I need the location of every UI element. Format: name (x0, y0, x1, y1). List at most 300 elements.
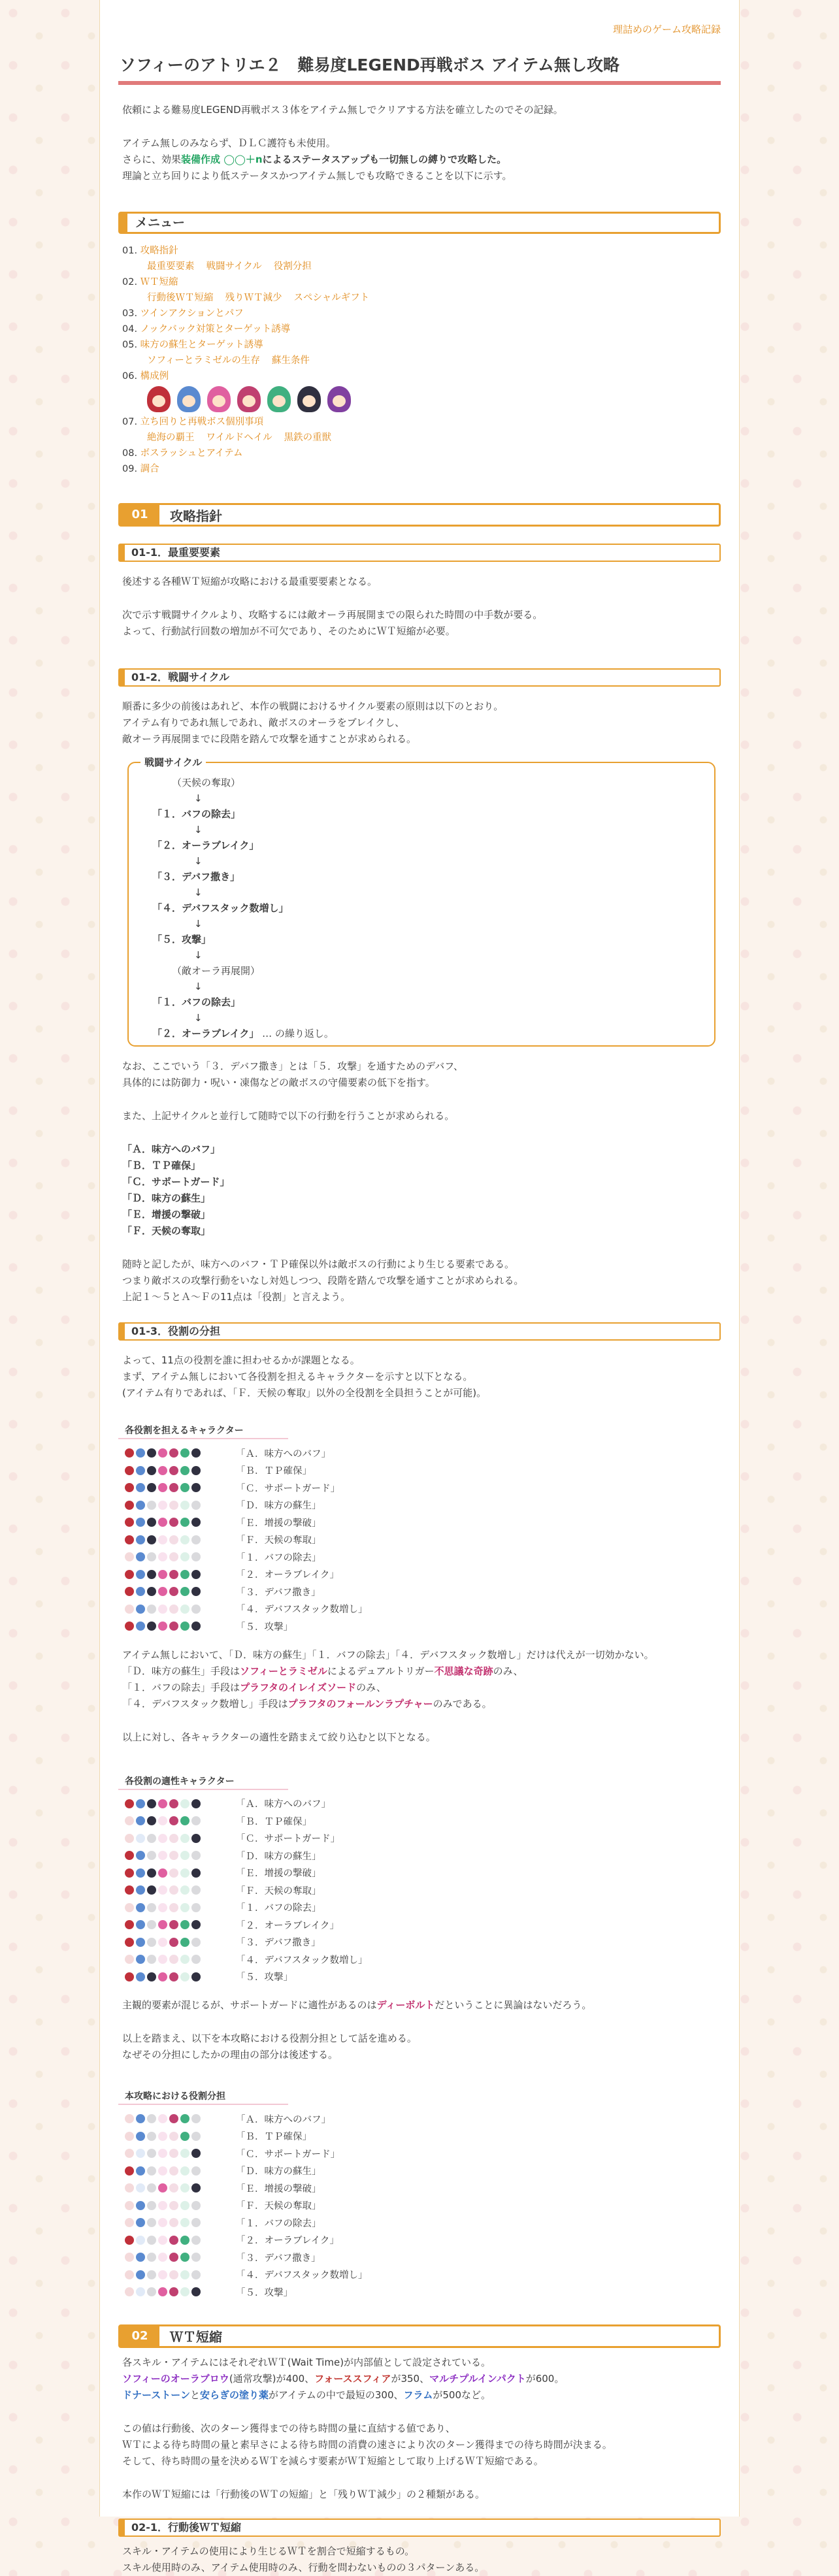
paragraph: 「１．バフの除去」手段はプラフタのイレイズソードのみ、 (122, 1681, 386, 1693)
character-face-icon (158, 1605, 167, 1614)
role-item: 「Ｅ．增援の撃破」 (122, 1209, 211, 1220)
menu-sublinks (122, 290, 721, 306)
character-icons (125, 1885, 236, 1895)
cycle-note: （敵オーラ再展開） (172, 965, 261, 977)
character-face-icon (147, 1868, 156, 1878)
character-face-icon (158, 1903, 167, 1912)
menu-item (122, 414, 721, 430)
character-face-icon (180, 1955, 189, 1964)
character-face-icon (136, 1851, 145, 1860)
matrix-role-label: 「２．オーラブレイク」 (236, 1920, 339, 1931)
menu-item (122, 461, 721, 477)
menu-item (122, 243, 721, 259)
character-face-icon (191, 1799, 201, 1808)
role-list (122, 1141, 721, 1239)
character-face-icon (147, 1938, 156, 1947)
table-title: 各役割の適性キャラクター (118, 1774, 288, 1790)
matrix-row (125, 1514, 721, 1531)
character-face-icon (147, 2287, 156, 2296)
matrix-row (125, 1479, 721, 1497)
matrix-row (125, 1531, 721, 1549)
character-face-icon (180, 2270, 189, 2279)
paragraph: よって、行動試行回数の増加が不可欠であり、そのためにＷＴ短縮が必要。 (122, 625, 455, 637)
character-face-icon (191, 1535, 201, 1544)
character-icons (125, 1552, 236, 1561)
character-face-icon (125, 1466, 134, 1475)
matrix-row (125, 2110, 721, 2128)
character-face-icon (147, 1518, 156, 1527)
battle-cycle-label: 戦闘サイクル (140, 755, 206, 769)
character-face-icon (125, 1955, 134, 1964)
character-face-icon (191, 1552, 201, 1561)
character-face-icon (169, 2132, 178, 2141)
character-portrait[interactable] (297, 386, 321, 412)
character-face-icon (136, 1972, 145, 1981)
matrix-role-label: 「Ｂ．ＴＰ確保」 (236, 2132, 312, 2143)
matrix-row (125, 2145, 721, 2162)
character-icons (125, 1535, 236, 1544)
menu-link[interactable]: 味方の蘇生とターゲット誘導 (140, 340, 263, 350)
matrix-role-label: 「１．バフの除去」 (236, 2218, 321, 2229)
character-face-icon (147, 1535, 156, 1544)
character-face-icon (180, 1816, 189, 1825)
menu-link[interactable]: ノックバック対策とターゲット誘導 (140, 324, 291, 334)
character-face-icon (125, 1834, 134, 1843)
menu-link[interactable]: 調合 (140, 464, 159, 474)
cycle-step: 「１．バフの除去」 (152, 996, 241, 1008)
character-icons (125, 1501, 236, 1510)
section-title: 攻略指針 (170, 508, 222, 524)
character-face-icon (169, 1552, 178, 1561)
menu-sublink[interactable]: 最重要要素 (147, 261, 195, 272)
paragraph: 以上を踏まえ、以下を本攻略における役割分担として話を進める。 (122, 2032, 417, 2044)
character-face-icon (136, 2236, 145, 2245)
character-portrait[interactable] (267, 386, 291, 412)
paragraph: 上記１～５とＡ～Ｆの11点は「役割」と言えよう。 (122, 1291, 351, 1303)
character-face-icon (136, 1552, 145, 1561)
menu-sublink[interactable]: 役割分担 (273, 261, 312, 272)
character-face-icon (169, 1903, 178, 1912)
character-icons (125, 1868, 236, 1878)
matrix-role-label: 「Ｄ．味方の蘇生」 (236, 1501, 321, 1512)
menu-sublink[interactable]: 戦闘サイクル (206, 261, 262, 272)
menu-sublink[interactable]: 黒鉄の重獣 (284, 432, 332, 443)
character-face-icon (136, 1587, 145, 1596)
role-item: 「Ａ．味方へのバフ」 (122, 1143, 221, 1155)
character-face-icon (136, 2132, 145, 2141)
paragraph: 敵オーラ再展開までに段階を踏んで攻撃を通すことが求められる。 (122, 733, 417, 745)
character-icons (125, 1903, 236, 1912)
character-face-icon (158, 1799, 167, 1808)
section-badge: 02 (120, 2326, 159, 2346)
character-face-icon (125, 1868, 134, 1878)
character-face-icon (125, 1622, 134, 1631)
character-face-icon (180, 1938, 189, 1947)
character-icons (125, 1483, 236, 1492)
character-face-icon (169, 1955, 178, 1964)
menu-sublink[interactable]: スペシャルギフト (293, 293, 370, 303)
character-face-icon (136, 2149, 145, 2158)
character-face-icon (191, 1622, 201, 1631)
matrix-row (125, 2214, 721, 2232)
character-face-icon (125, 1535, 134, 1544)
character-face-icon (147, 1605, 156, 1614)
character-face-icon (191, 2201, 201, 2210)
character-face-icon (125, 2270, 134, 2279)
paragraph: なぜその分担にしたかの理由の部分は後述する。 (122, 2049, 338, 2061)
matrix-2-notes (118, 1997, 721, 2063)
character-face-icon (169, 1483, 178, 1492)
matrix-row (125, 2179, 721, 2197)
character-face-icon (158, 2166, 167, 2176)
character-face-icon (169, 1938, 178, 1947)
character-icons (125, 1466, 236, 1475)
character-face-icon (125, 2236, 134, 2245)
character-face-icon (125, 2149, 134, 2158)
matrix-row (125, 2266, 721, 2284)
character-face-icon (169, 2218, 178, 2227)
character-face-icon (158, 1570, 167, 1579)
character-face-icon (125, 2287, 134, 2296)
character-face-icon (125, 2166, 134, 2176)
character-face-icon (158, 2183, 167, 2193)
matrix-role-label: 「Ａ．味方へのバフ」 (236, 2114, 331, 2125)
character-face-icon (147, 2114, 156, 2123)
paragraph: まず、アイテム無しにおいて各役割を担えるキャラクターを示すと以下となる。 (122, 1371, 473, 1382)
character-face-icon (136, 1622, 145, 1631)
matrix-row (125, 1583, 721, 1601)
character-face-icon (147, 1501, 156, 1510)
character-face-icon (191, 2114, 201, 2123)
character-face-icon (125, 2201, 134, 2210)
character-face-icon (158, 1535, 167, 1544)
table-title: 各役割を担えるキャラクター (118, 1424, 288, 1439)
character-icons (125, 1972, 236, 1981)
cycle-step: 「５．攻撃」 (152, 934, 212, 945)
matrix-role-label: 「１．バフの除去」 (236, 1552, 321, 1563)
matrix-role-label: 「Ａ．味方へのバフ」 (236, 1799, 331, 1810)
character-face-icon (191, 1816, 201, 1825)
character-face-icon (125, 1972, 134, 1981)
menu-sublink[interactable]: 絶海の覇王 (147, 432, 195, 443)
character-face-icon (125, 1920, 134, 1929)
character-face-icon (169, 1501, 178, 1510)
matrix-role-label: 「４．デバフスタック数増し」 (236, 2270, 368, 2281)
character-portrait[interactable] (177, 386, 201, 412)
menu-link[interactable]: ボスラッシュとアイテム (140, 448, 243, 459)
character-icons (125, 1448, 236, 1458)
character-icons (125, 2183, 236, 2193)
character-face-icon (169, 2201, 178, 2210)
character-face-icon (191, 2287, 201, 2296)
character-face-icon (191, 2253, 201, 2262)
section-01-header (118, 503, 721, 527)
menu-sublinks (122, 353, 721, 368)
character-face-icon (191, 1834, 201, 1843)
character-face-icon (180, 2166, 189, 2176)
matrix-role-label: 「５．攻撃」 (236, 1972, 293, 1983)
matrix-role-label: 「Ｄ．味方の蘇生」 (236, 2166, 321, 2177)
character-icons (125, 1799, 236, 1808)
character-face-icon (169, 2183, 178, 2193)
character-face-icon (136, 1570, 145, 1579)
character-face-icon (169, 1587, 178, 1596)
character-face-icon (180, 2114, 189, 2123)
character-face-icon (158, 2218, 167, 2227)
character-icons (125, 1622, 236, 1631)
role-matrix-capable (118, 1444, 721, 1635)
matrix-row (125, 1934, 721, 1951)
character-portrait[interactable] (147, 386, 171, 412)
character-portrait[interactable] (327, 386, 351, 412)
subsection-01-3-header: 01-3．役割の分担 (118, 1322, 721, 1341)
menu-item (122, 321, 721, 337)
matrix-row (125, 1601, 721, 1618)
matrix-role-label: 「Ｅ．增援の撃破」 (236, 1868, 321, 1880)
character-face-icon (158, 1466, 167, 1475)
character-face-icon (136, 2166, 145, 2176)
character-icons (125, 2166, 236, 2176)
matrix-role-label: 「３．デバフ撒き」 (236, 1587, 321, 1598)
menu-link[interactable]: ＷＴ短縮 (140, 277, 178, 287)
matrix-role-label: 「２．オーラブレイク」 (236, 1570, 339, 1581)
page-title: ソフィーのアトリエ２ 難易度LEGEND再戦ボス アイテム無し攻略 (118, 52, 721, 85)
character-face-icon (125, 1570, 134, 1579)
character-face-icon (136, 1955, 145, 1964)
character-icons (125, 2132, 236, 2141)
subsection-01-2-header: 01-2．戦闘サイクル (118, 668, 721, 687)
role-item: 「Ｆ．天候の奪取」 (122, 1225, 211, 1237)
character-face-icon (191, 1938, 201, 1947)
matrix-row (125, 1462, 721, 1480)
character-icons (125, 2270, 236, 2279)
page (99, 0, 740, 2573)
character-face-icon (147, 1552, 156, 1561)
paragraph: なお、ここでいう「３．デバフ撒き」とは「５．攻撃」を通すためのデバフ、 (122, 1060, 464, 1072)
character-face-icon (136, 1518, 145, 1527)
character-face-icon (158, 1851, 167, 1860)
matrix-row (125, 2197, 721, 2215)
character-face-icon (180, 1448, 189, 1458)
character-face-icon (180, 1834, 189, 1843)
matrix-role-label: 「２．オーラブレイク」 (236, 2236, 339, 2247)
matrix-role-label: 「Ｃ．サポートガード」 (236, 1834, 340, 1845)
paragraph: つまり敵ボスの攻撃行動をいなし対処しつつ、段階を踏んで攻撃を通すことが求められる。 (122, 1275, 524, 1286)
menu-sublink[interactable]: 残りＷＴ減少 (225, 293, 282, 303)
character-face-icon (125, 1851, 134, 1860)
character-face-icon (136, 2253, 145, 2262)
character-face-icon (180, 1518, 189, 1527)
character-face-icon (158, 1885, 167, 1895)
character-face-icon (125, 1885, 134, 1895)
character-face-icon (125, 1501, 134, 1510)
character-face-icon (136, 2218, 145, 2227)
character-icons (125, 1605, 236, 1614)
character-face-icon (169, 1448, 178, 1458)
menu-link[interactable]: 立ち回りと再戦ボス個別事項 (140, 417, 264, 427)
character-face-icon (180, 1885, 189, 1895)
character-face-icon (158, 2287, 167, 2296)
paragraph: 具体的には防御力・呪い・凍傷などの敵ボスの守備要素の低下を指す。 (122, 1077, 435, 1088)
matrix-role-label: 「３．デバフ撒き」 (236, 1938, 321, 1949)
character-face-icon (180, 1799, 189, 1808)
cycle-step: 「３．デバフ撒き」 (152, 871, 240, 883)
menu-sublink[interactable]: 行動後ＷＴ短縮 (147, 293, 214, 303)
character-face-icon (191, 2270, 201, 2279)
character-face-icon (147, 1466, 156, 1475)
character-icons (125, 2149, 236, 2158)
character-face-icon (125, 2183, 134, 2193)
character-face-icon (191, 1955, 201, 1964)
matrix-1-notes (118, 1647, 721, 1746)
character-face-icon (180, 1903, 189, 1912)
character-face-icon (169, 1535, 178, 1544)
table-title: 本攻略における役割分担 (118, 2089, 288, 2105)
site-name[interactable]: 理詰めのゲーム攻略記録 (612, 24, 721, 35)
character-face-icon (125, 2253, 134, 2262)
menu-link[interactable]: ツインアクションとパフ (140, 308, 244, 319)
paragraph: (アイテム有りであれば、「Ｆ．天候の奪取」以外の全役割を全員担うことが可能)。 (122, 1387, 487, 1399)
character-icons (125, 1834, 236, 1843)
menu-item (122, 306, 721, 321)
character-icons (125, 2236, 236, 2245)
matrix-row (125, 2232, 721, 2249)
character-face-icon (180, 1851, 189, 1860)
cycle-arrow: ↓ (194, 887, 203, 898)
character-face-icon (191, 2183, 201, 2193)
menu-sublink[interactable]: ソフィーとラミゼルの生存 (147, 355, 260, 366)
matrix-row (125, 1865, 721, 1882)
paragraph: スキル・アイテムの使用により生じるＷＴを割合で短縮するもの。 (122, 2545, 415, 2557)
intro-line: アイテム無しのみならず、ＤＬＣ護符も未使用。 (122, 137, 336, 149)
menu-item (122, 337, 721, 353)
intro (118, 102, 721, 184)
character-icons (125, 1920, 236, 1929)
character-face-icon (147, 1885, 156, 1895)
character-face-icon (158, 1920, 167, 1929)
character-face-icon (136, 1501, 145, 1510)
menu-sublinks (122, 259, 721, 274)
character-face-icon (191, 1483, 201, 1492)
character-face-icon (136, 2114, 145, 2123)
paragraph: この値は行動後、次のターン獲得までの待ち時間の量に直結する値であり、 (122, 2422, 455, 2434)
matrix-row (125, 1951, 721, 1968)
character-face-icon (191, 1587, 201, 1596)
matrix-row (125, 1899, 721, 1917)
character-icons (125, 1938, 236, 1947)
matrix-row (125, 1847, 721, 1865)
menu-item-number: 03. (122, 308, 138, 319)
cycle-arrow: ↓ (194, 792, 203, 804)
character-face-icon (125, 1448, 134, 1458)
character-face-icon (158, 2201, 167, 2210)
menu-sublink[interactable]: 蘇生条件 (271, 355, 310, 366)
character-face-icon (158, 1483, 167, 1492)
character-face-icon (147, 1851, 156, 1860)
paragraph: 随時と記したが、味方へのバフ・ＴＰ確保以外は敵ボスの行動により生じる要素である。 (122, 1258, 515, 1270)
character-face-icon (158, 1834, 167, 1843)
section-02-header (118, 2324, 721, 2348)
character-face-icon (169, 2166, 178, 2176)
matrix-row (125, 1444, 721, 1462)
menu-item-number: 04. (122, 324, 138, 334)
character-face-icon (191, 2218, 201, 2227)
matrix-row (125, 1566, 721, 1584)
character-face-icon (180, 2287, 189, 2296)
character-face-icon (125, 1605, 134, 1614)
character-face-icon (158, 1938, 167, 1947)
character-face-icon (147, 2236, 156, 2245)
character-face-icon (191, 2236, 201, 2245)
menu-link[interactable]: 攻略指針 (140, 246, 178, 256)
matrix-row (125, 2283, 721, 2301)
character-face-icon (169, 1466, 178, 1475)
menu-item-number: 08. (122, 448, 138, 459)
menu-link[interactable]: 構成例 (140, 371, 169, 382)
character-face-icon (147, 1903, 156, 1912)
character-icons (125, 2287, 236, 2296)
character-face-icon (147, 2201, 156, 2210)
character-face-icon (169, 1834, 178, 1843)
paragraph: そして、待ち時間の量を決めるＷＴを減らす要素がＷＴ短縮として取り上げるＷＴ短縮である。 (122, 2454, 544, 2467)
paragraph: ドナーストーンと安らぎの塗り薬がアイテムの中で最短の300、フラムが500など。 (122, 2389, 491, 2401)
character-face-icon (125, 1938, 134, 1947)
character-portrait[interactable] (237, 386, 261, 412)
character-face-icon (169, 1885, 178, 1895)
paragraph: 「Ｄ．味方の蘇生」手段はソフィーとラミゼルによるデュアルトリガー不思議な奇跡のみ、 (122, 1665, 523, 1677)
matrix-role-label: 「５．攻撃」 (236, 1622, 293, 1633)
character-face-icon (136, 1885, 145, 1895)
paragraph: アイテム無しにおいて、「Ｄ．味方の蘇生」「１．バフの除去」「４．デバフスタック数増し」だけは代えが一切効かない。 (122, 1648, 654, 1661)
cycle-step: 「４．デバフスタック数増し」 (152, 902, 289, 914)
character-face-icon (136, 1938, 145, 1947)
subsection-02-1-header: 02-1．行動後ＷＴ短縮 (118, 2519, 721, 2537)
character-face-icon (169, 1799, 178, 1808)
character-face-icon (136, 1834, 145, 1843)
character-face-icon (169, 1851, 178, 1860)
character-face-icon (147, 2218, 156, 2227)
character-face-icon (147, 1587, 156, 1596)
menu-header: メニュー (118, 212, 721, 234)
matrix-role-label: 「Ｆ．天候の奪取」 (236, 1535, 321, 1546)
menu-item-number: 05. (122, 340, 138, 350)
matrix-row (125, 1618, 721, 1635)
character-face-icon (147, 1972, 156, 1981)
character-portrait[interactable] (207, 386, 231, 412)
matrix-role-label: 「Ｆ．天候の奪取」 (236, 1885, 321, 1897)
matrix-role-label: 「４．デバフスタック数増し」 (236, 1955, 368, 1966)
matrix-row (125, 2128, 721, 2145)
character-face-icon (136, 1466, 145, 1475)
battle-cycle-box (127, 757, 716, 1047)
section-title: ＷＴ短縮 (170, 2329, 222, 2345)
role-matrix-suitable (118, 1795, 721, 1986)
paragraph: 主観的要素が混じるが、サポートガードに適性があるのはディーボルトだということに異論はないだろう。 (122, 1999, 592, 2011)
menu-item (122, 446, 721, 461)
character-face-icon (180, 1552, 189, 1561)
matrix-row (125, 1795, 721, 1813)
character-face-icon (158, 1552, 167, 1561)
menu-sublink[interactable]: ワイルドヘイル (206, 432, 272, 443)
character-face-icon (158, 1587, 167, 1596)
character-face-icon (158, 1448, 167, 1458)
cycle-arrow: ↓ (194, 855, 203, 867)
character-face-icon (136, 1605, 145, 1614)
character-face-icon (169, 1570, 178, 1579)
matrix-row (125, 2249, 721, 2266)
character-face-icon (169, 1920, 178, 1929)
matrix-row (125, 1968, 721, 1986)
